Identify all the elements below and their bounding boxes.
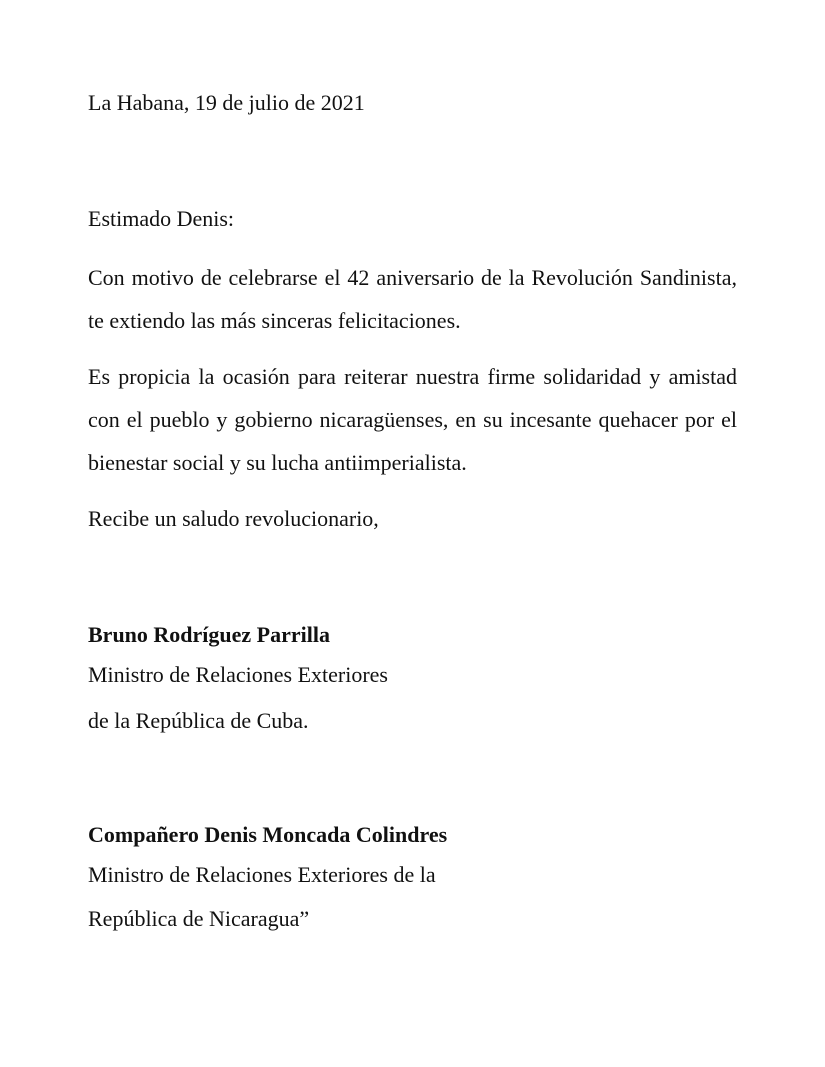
greeting: Estimado Denis: [88,206,235,231]
date-line: La Habana, 19 de julio de 2021 [88,90,365,115]
recipient-name: Compañero Denis Moncada Colindres [88,822,448,847]
body-paragraph-1: Con motivo de celebrarse el 42 aniversario de la Revolución Sandinista, te extiendo las más sinceras felicitaciones. [88,265,737,333]
sender-name: Bruno Rodríguez Parrilla [88,622,330,647]
sender-title-line-2: de la República de Cuba. [88,708,309,733]
sender-title-line-1: Ministro de Relaciones Exteriores [88,662,388,687]
closing-line: Recibe un saludo revolucionario, [88,506,379,531]
recipient-title-line-1: Ministro de Relaciones Exteriores de la [88,862,436,887]
recipient-title-line-2: República de Nicaragua” [88,906,310,931]
body-paragraph-2: Es propicia la ocasión para reiterar nuestra firme solidaridad y amistad con el pueblo y gobierno nicaragüenses, en su incesante quehacer por el bienestar social y su lucha antiimperialista. [88,364,737,475]
